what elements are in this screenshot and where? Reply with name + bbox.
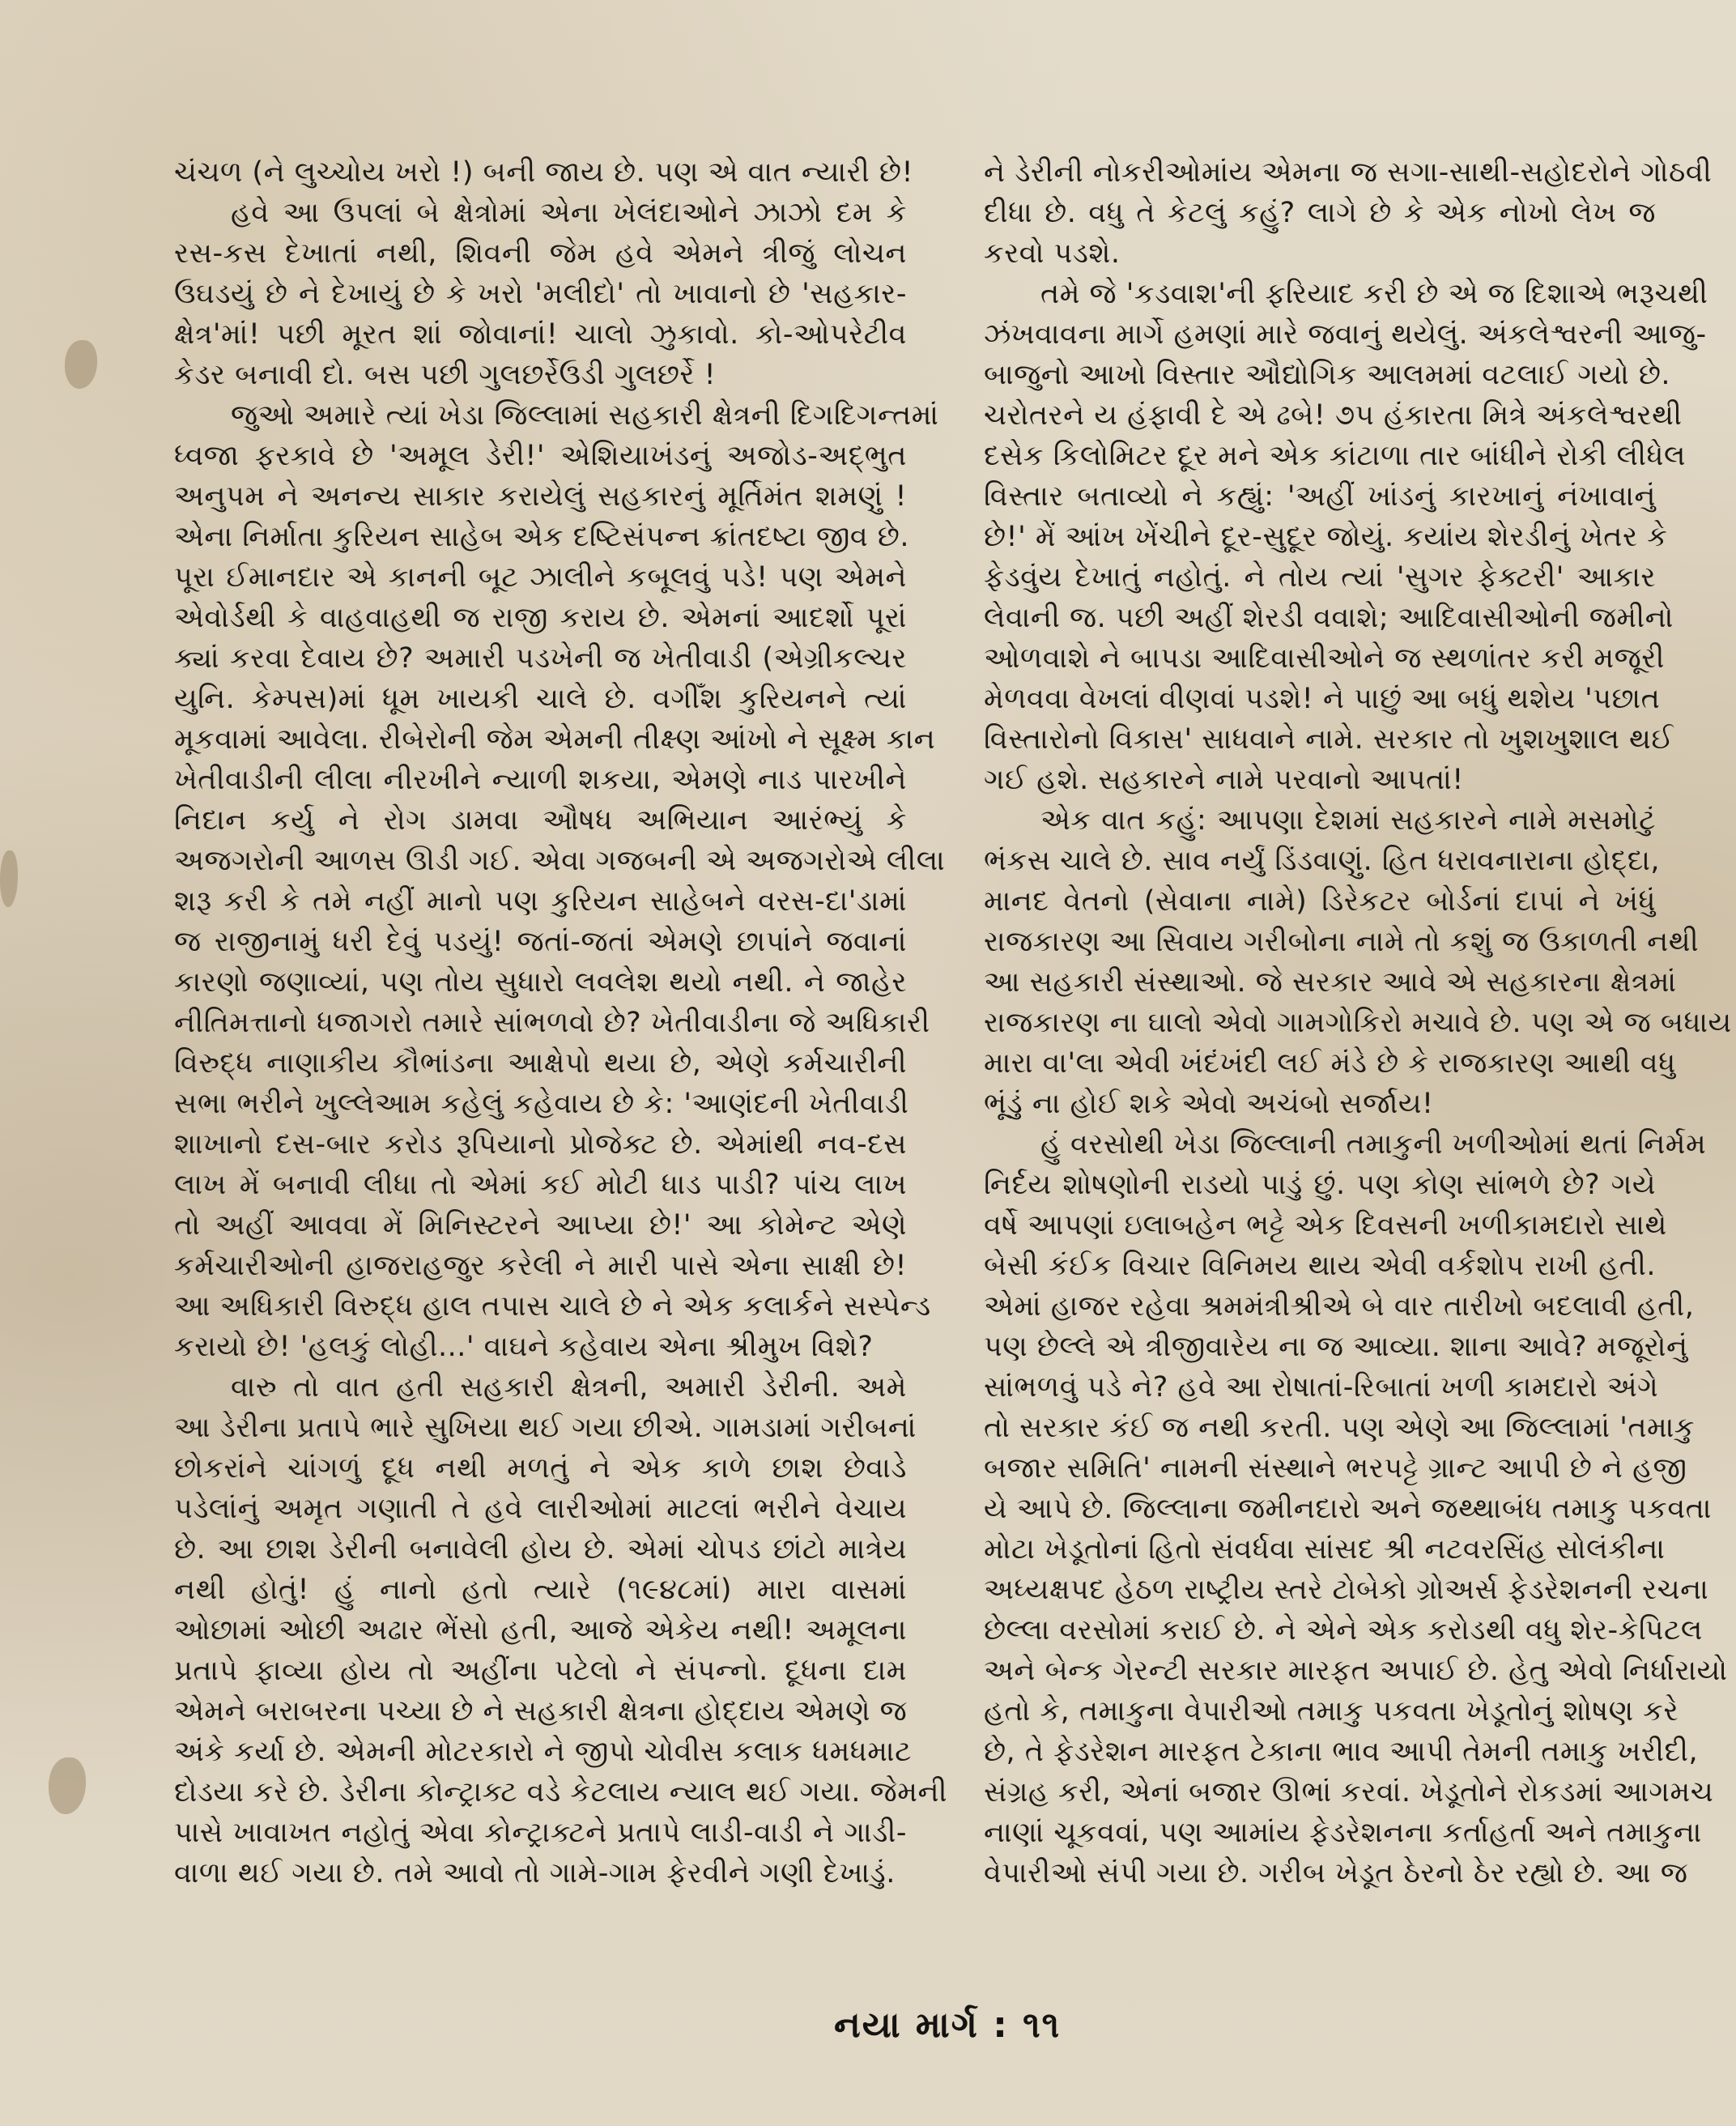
text-line: ક્યાં કરવા દેવાય છે? અમારી પડખેની જ ખેતીવાડી (એગ્રીકલ્ચર xyxy=(174,642,907,675)
text-line: ધ્વજા ફરકાવે છે 'અમૂલ ડેરી!' એશિયાખંડનું અજોડ-અદ્ભુત xyxy=(174,440,907,472)
text-line: આ ડેરીના પ્રતાપે ભારે સુખિયા થઈ ગયા છીએ. ગામડામાં ગરીબનાં xyxy=(174,1412,917,1444)
text-line: બેસી કંઈક વિચાર વિનિમય થાય એવી વર્કશોપ રાખી હતી. xyxy=(984,1250,1656,1282)
text-line: બજાર સમિતિ' નામની સંસ્થાને ભરપટ્ટે ગ્રાન્ટ આપી છે ને હજી xyxy=(984,1452,1687,1485)
text-line: નાણાં ચૂકવવાં, પણ આમાંય ફેડરેશનના કર્તાહર્તા અને તમાકુના xyxy=(984,1817,1702,1849)
text-line: વાળા થઈ ગયા છે. તમે આવો તો ગામે-ગામ ફેરવીને ગણી દેખાડું. xyxy=(174,1857,896,1890)
text-line: છોકરાંને ચાંગળું દૂધ નથી મળતું ને એક કાળે છાશ છેવાડે xyxy=(174,1452,907,1485)
text-line: પાસે ખાવાખત નહોતું એવા કોન્ટ્રાક્ટને પ્રતાપે લાડી-વાડી ને ગાડી- xyxy=(174,1817,907,1849)
text-line: પણ છેલ્લે એ ત્રીજીવારેય ના જ આવ્યા. શાના આવે? મજૂરોનું xyxy=(984,1331,1688,1363)
text-line: દોડયા કરે છે. ડેરીના કોન્ટ્રાક્ટ વડે કેટલાય ન્યાલ થઈ ગયા. જેમની xyxy=(174,1776,948,1809)
text-line: હતો કે, તમાકુના વેપારીઓ તમાકુ પકવતા ખેડૂતોનું શોષણ કરે xyxy=(984,1695,1679,1728)
text-line: છેલ્લા વરસોમાં કરાઈ છે. ને એને એક કરોડથી વધુ શેર-કેપિટલ xyxy=(984,1614,1703,1647)
text-line: પૂરા ઈમાનદાર એ કાનની બૂટ ઝાલીને કબૂલવું પડે! પણ એમને xyxy=(174,561,907,594)
text-line: ને ડેરીની નોકરીઓમાંય એમના જ સગા-સાથી-સહોદરોને ગોઠવી xyxy=(984,156,1713,189)
text-line: મોટા ખેડૂતોનાં હિતો સંવર્ધવા સાંસદ શ્રી નટવરસિંહ સોલંકીના xyxy=(984,1533,1666,1566)
left-text-column xyxy=(174,152,948,1894)
text-line: તો અહીં આવવા મેં મિનિસ્ટરને આપ્યા છે!' આ કોમેન્ટ એણે xyxy=(174,1209,907,1242)
text-line: મૂકવામાં આવેલા. રીબેરોની જેમ એમની તીક્ષ્ણ આંખો ને સૂક્ષ્મ કાન xyxy=(174,723,936,756)
text-line: એમને બરાબરના પચ્યા છે ને સહકારી ક્ષેત્રના હોદ્દાય એમણે જ xyxy=(174,1695,908,1728)
text-line: ખેતીવાડીની લીલા નીરખીને ન્યાળી શકયા, એમણે નાડ પારખીને xyxy=(174,764,907,796)
text-line: અને બેન્ક ગેરન્ટી સરકાર મારફત અપાઈ છે. હેતુ એવો નિર્ધારાયો xyxy=(984,1655,1728,1687)
page-footer: નયા માર્ગ : ૧૧ xyxy=(834,2005,1062,2046)
text-line: જુઓ અમારે ત્યાં ખેડા જિલ્લામાં સહકારી ક્ષેત્રની દિગદિગન્તમાં xyxy=(231,399,939,432)
text-line: લેવાની જ. પછી અહીં શેરડી વવાશે; આદિવાસીઓની જમીનો xyxy=(984,602,1674,634)
text-line: અધ્યક્ષપદ હેઠળ રાષ્ટ્રીય સ્તરે ટોબેકો ગ્રોઅર્સ ફેડરેશનની રચના xyxy=(984,1574,1709,1606)
text-line: વિસ્તારોનો વિકાસ' સાધવાને નામે. સરકાર તો ખુશખુશાલ થઈ xyxy=(984,723,1674,756)
text-line: એવોર્ડથી કે વાહવાહથી જ રાજી કરાય છે. એમનાં આદર્શો પૂરાં xyxy=(174,602,907,634)
text-line: વિસ્તાર બતાવ્યો ને કહ્યું: 'અહીં ખાંડનું કારખાનું નંખાવાનું xyxy=(984,480,1656,513)
text-line: કર્મચારીઓની હાજરાહજુર કરેલી ને મારી પાસે એના સાક્ષી છે! xyxy=(174,1250,907,1282)
text-line: ઓળવાશે ને બાપડા આદિવાસીઓને જ સ્થળાંતર કરી મજૂરી xyxy=(984,642,1665,675)
text-line: સંગ્રહ કરી, એનાં બજાર ઊભાં કરવાં. ખેડૂતોને રોકડમાં આગમચ xyxy=(984,1776,1714,1809)
torn-edge-mark xyxy=(49,1757,86,1814)
text-line: ભંકસ ચાલે છે. સાવ નર્યું ડિંડવાણું. હિત ધરાવનારાના હોદ્દા, xyxy=(984,845,1661,877)
text-line: એક વાત કહું: આપણા દેશમાં સહકારને નામે મસમોટું xyxy=(1040,804,1656,837)
text-line: ગઈ હશે. સહકારને નામે પરવાનો આપતાં! xyxy=(984,764,1464,796)
text-line: ભૂંડું ના હોઈ શકે એવો અચંબો સર્જાય! xyxy=(984,1088,1434,1120)
text-line: રસ-કસ દેખાતાં નથી, શિવની જેમ હવે એમને ત્રીજું લોચન xyxy=(174,237,907,270)
text-line: અનુપમ ને અનન્ય સાકાર કરાયેલું સહકારનું મૂર્તિમંત શમણું ! xyxy=(174,480,907,513)
text-line: છે, તે ફેડરેશન મારફત ટેકાના ભાવ આપી તેમની તમાકુ ખરીદી, xyxy=(984,1736,1699,1768)
text-line: લાખ મેં બનાવી લીધા તો એમાં કઈ મોટી ધાડ પાડી? પાંચ લાખ xyxy=(174,1169,907,1201)
text-line: ઝંખવાવના માર્ગે હમણાં મારે જવાનું થયેલું. અંકલેશ્વરની આજુ- xyxy=(984,318,1707,351)
text-line: મેળવવા વેખલાં વીણવાં પડશે! ને પાછું આ બધું થશેય 'પછાત xyxy=(984,683,1661,715)
text-line: રાજકારણ આ સિવાય ગરીબોના નામે તો કશું જ ઉકાળતી નથી xyxy=(984,926,1700,958)
text-line: સભા ભરીને ખુલ્લેઆમ કહેલું કહેવાય છે કે: 'આણંદની ખેતીવાડી xyxy=(174,1088,909,1120)
torn-edge-mark xyxy=(65,340,97,389)
text-line: અજગરોની આળસ ઊડી ગઈ. એવા ગજબની એ અજગરોએ લીલા xyxy=(174,845,946,877)
text-line: ઉઘડયું છે ને દેખાયું છે કે ખરો 'મલીદો' તો ખાવાનો છે 'સહકાર- xyxy=(174,278,907,310)
text-line: પ્રતાપે ફાવ્યા હોય તો અહીંના પટેલો ને સંપન્નો. દૂધના દામ xyxy=(174,1655,907,1687)
text-line: આ અધિકારી વિરુદ્ધ હાલ તપાસ ચાલે છે ને એક કલાર્કને સસ્પેન્ડ xyxy=(174,1290,931,1323)
text-line: અંકે કર્યા છે. એમની મોટરકારો ને જીપો ચોવીસ કલાક ધમધમાટ xyxy=(174,1736,912,1768)
text-line: કારણો જણાવ્યાં, પણ તોય સુધારો લવલેશ થયો નથી. ને જાહેર xyxy=(174,966,907,999)
text-line: નિર્દય શોષણોની રાડયો પાડું છું. પણ કોણ સાંભળે છે? ગયે xyxy=(984,1169,1656,1201)
text-line: હવે આ ઉપલાં બે ક્ષેત્રોમાં એના ખેલંદાઓને ઝાઝો દમ કે xyxy=(231,197,907,229)
text-line: સાંભળવું પડે ને? હવે આ રોષાતાં-રિબાતાં ખળી કામદારો અંગે xyxy=(984,1371,1659,1404)
text-line: ફેડવુંય દેખાતું નહોતું. ને તોય ત્યાં 'સુગર ફેક્ટરી' આકાર xyxy=(984,561,1656,594)
text-line: શરૂ કરી કે તમે નહીં માનો પણ કુરિયન સાહેબને વરસ-દા'ડામાં xyxy=(174,885,907,918)
text-line: નીતિમત્તાનો ધજાગરો તમારે સાંભળવો છે? ખેતીવાડીના જે અધિકારી xyxy=(174,1007,930,1039)
text-line: બાજુનો આખો વિસ્તાર ઔદ્યોગિક આલમમાં વટલાઈ ગયો છે. xyxy=(984,359,1671,391)
text-line: છે. આ છાશ ડેરીની બનાવેલી હોય છે. એમાં ચોપડ છાંટો માત્રેય xyxy=(174,1533,907,1566)
text-line: હું વરસોથી ખેડા જિલ્લાની તમાકુની ખળીઓમાં થતાં નિર્મમ xyxy=(1040,1128,1707,1161)
text-line: ચરોતરને ય હંફાવી દે એ ઢબે! ૭૫ હંકારતા મિત્રે અંકલેશ્વરથી xyxy=(984,399,1683,432)
text-line: કેડર બનાવી દો. બસ પછી ગુલછર્રેઉડી ગુલછર્રે ! xyxy=(174,359,717,391)
text-line: ઓછામાં ઓછી અઢાર ભેંસો હતી, આજે એકેય નથી! અમૂલના xyxy=(174,1614,907,1647)
text-line: છે!' મેં આંખ ખેંચીને દૂર-સુદૂર જોયું. કયાંય શેરડીનું ખેતર કે xyxy=(984,521,1668,553)
text-line: વિરુદ્ધ નાણાકીય કૌભાંડના આક્ષેપો થયા છે, એણે કર્મચારીની xyxy=(174,1047,907,1080)
text-line: દસેક કિલોમિટર દૂર મને એક કાંટાળા તાર બાંધીને રોકી લીધેલ xyxy=(984,440,1686,472)
text-line: માનદ વેતનો (સેવાના નામે) ડિરેકટર બોર્ડનાં દાપાં ને ખંધું xyxy=(984,885,1656,918)
text-line: મારા વા'લા એવી ખંદંખંદી લઈ મંડે છે કે રાજકારણ આથી વધુ xyxy=(984,1047,1676,1080)
text-line: યુનિ. કેમ્પસ)માં ધૂમ ખાયકી ચાલે છે. વગીઁશ કુરિયનને ત્યાં xyxy=(174,683,907,715)
torn-edge-mark xyxy=(0,850,18,907)
text-line: કરાયો છે! 'હલકું લોહી...' વાઘને કહેવાય એના શ્રીમુખ વિશે? xyxy=(174,1331,874,1363)
text-line: ક્ષેત્ર'માં! પછી મૂરત શાં જોવાનાં! ચાલો ઝુકાવો. કો-ઓપરેટીવ xyxy=(174,318,907,351)
text-line: શાખાનો દસ-બાર કરોડ રૂપિયાનો પ્રોજેક્ટ છે. એમાંથી નવ-દસ xyxy=(174,1128,907,1161)
text-line: એના નિર્માતા કુરિયન સાહેબ એક દષ્ટિસંપન્ન ક્રાંતદષ્ટા જીવ છે. xyxy=(174,521,909,553)
text-line: વેપારીઓ સંપી ગયા છે. ગરીબ ખેડૂત ઠેરનો ઠેર રહ્યો છે. આ જ xyxy=(984,1857,1688,1890)
text-line: ચંચળ (ને લુચ્ચોય ખરો !) બની જાય છે. પણ એ વાત ન્યારી છે! xyxy=(174,156,913,189)
text-line: નથી હોતું! હું નાનો હતો ત્યારે (૧૯૪૮માં) મારા વાસમાં xyxy=(174,1574,907,1606)
text-line: એમાં હાજર રહેવા શ્રમમંત્રીશ્રીએ બે વાર તારીખો બદલાવી હતી, xyxy=(984,1290,1695,1323)
text-line: આ સહકારી સંસ્થાઓ. જે સરકાર આવે એ સહકારના ક્ષેત્રમાં xyxy=(984,966,1677,999)
text-line: યે આપે છે. જિલ્લાના જમીનદારો અને જથ્થાબંધ તમાકુ પકવતા xyxy=(984,1493,1712,1525)
text-line: રાજકારણ ના ઘાલો એવો ગામગોકિરો મચાવે છે. પણ એ જ બધાય xyxy=(984,1007,1732,1039)
text-line: તો સરકાર કંઈ જ નથી કરતી. પણ એણે આ જિલ્લામાં 'તમાકુ xyxy=(984,1412,1696,1444)
right-text-column xyxy=(984,152,1732,1894)
text-line: કરવો પડશે. xyxy=(984,237,1121,270)
text-line: પડેલાંનું અમૃત ગણાતી તે હવે લારીઓમાં માટલાં ભરીને વેચાય xyxy=(174,1493,907,1525)
text-line: નિદાન કર્યુ ને રોગ ડામવા ઔષધ અભિયાન આરંભ્યું કે xyxy=(174,804,907,837)
text-line: વારુ તો વાત હતી સહકારી ક્ષેત્રની, અમારી ડેરીની. અમે xyxy=(231,1371,907,1404)
text-line: વર્ષે આપણાં ઇલાબહેન ભટ્ટે એક દિવસની ખળીકામદારો સાથે xyxy=(984,1209,1667,1242)
text-line: તમે જે 'કડવાશ'ની ફરિયાદ કરી છે એ જ દિશાએ ભરૂચથી xyxy=(1040,278,1708,310)
text-line: જ રાજીનામું ધરી દેવું પડયું! જતાં-જતાં એમણે છાપાંને જવાનાં xyxy=(174,926,907,958)
text-line: દીધા છે. વધુ તે કેટલું કહું? લાગે છે કે એક નોખો લેખ જ xyxy=(984,197,1656,229)
